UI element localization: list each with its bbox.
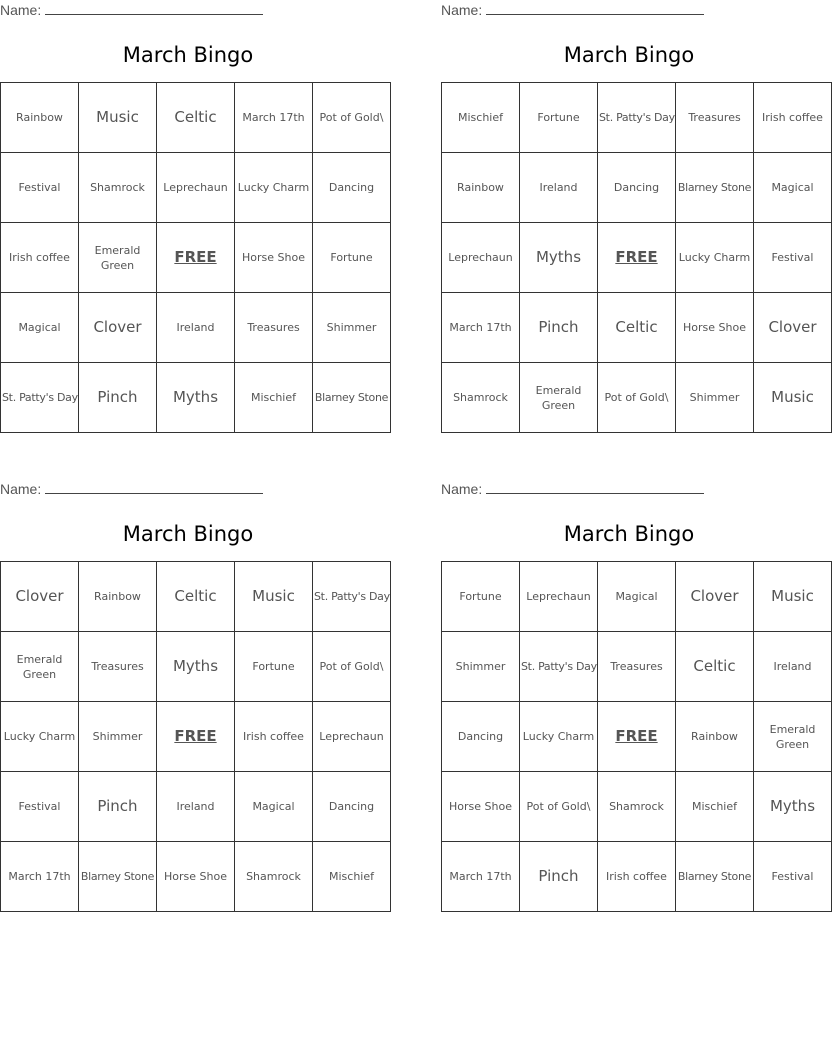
bingo-row bbox=[1, 153, 391, 223]
bingo-cell: Leprechaun bbox=[157, 153, 235, 223]
bingo-cell: Magical bbox=[754, 153, 832, 223]
free-space: FREE bbox=[598, 223, 676, 293]
bingo-cell: Music bbox=[754, 562, 832, 632]
bingo-cell: Lucky Charm bbox=[520, 702, 598, 772]
bingo-grid bbox=[0, 82, 391, 433]
bingo-cell: Blarney Stone bbox=[676, 153, 754, 223]
bingo-cell: Horse Shoe bbox=[442, 772, 520, 842]
name-label: Name: bbox=[441, 2, 483, 18]
bingo-cell: Leprechaun bbox=[520, 562, 598, 632]
bingo-cell: Pot of Gold\ bbox=[313, 83, 391, 153]
free-space: FREE bbox=[157, 223, 235, 293]
bingo-cell: Fortune bbox=[520, 83, 598, 153]
bingo-cell: Festival bbox=[754, 842, 832, 912]
bingo-cell: Pot of Gold\ bbox=[313, 632, 391, 702]
bingo-card-4 bbox=[441, 479, 817, 919]
bingo-cell: Myths bbox=[520, 223, 598, 293]
bingo-cell: Rainbow bbox=[676, 702, 754, 772]
bingo-cell: Fortune bbox=[442, 562, 520, 632]
bingo-cell: St. Patty's Day bbox=[313, 562, 391, 632]
bingo-cell: Celtic bbox=[157, 83, 235, 153]
bingo-cell: Leprechaun bbox=[442, 223, 520, 293]
bingo-cell: Shimmer bbox=[442, 632, 520, 702]
bingo-cell: Treasures bbox=[79, 632, 157, 702]
bingo-cell: Celtic bbox=[157, 562, 235, 632]
name-field[interactable] bbox=[0, 2, 263, 18]
bingo-cell: Emerald Green bbox=[79, 223, 157, 293]
bingo-row bbox=[442, 153, 832, 223]
bingo-cell: Rainbow bbox=[79, 562, 157, 632]
bingo-cell: Shamrock bbox=[235, 842, 313, 912]
bingo-cell: Music bbox=[235, 562, 313, 632]
bingo-row bbox=[1, 293, 391, 363]
bingo-cell: Shamrock bbox=[79, 153, 157, 223]
bingo-cell: Shimmer bbox=[313, 293, 391, 363]
bingo-cell: Irish coffee bbox=[235, 702, 313, 772]
card-title: March Bingo bbox=[122, 43, 254, 67]
bingo-cell: Treasures bbox=[235, 293, 313, 363]
bingo-cell: Ireland bbox=[754, 632, 832, 702]
bingo-cell: Ireland bbox=[157, 772, 235, 842]
bingo-row bbox=[442, 223, 832, 293]
card-title: March Bingo bbox=[122, 522, 254, 546]
bingo-card-1 bbox=[0, 0, 389, 440]
bingo-cell: Shamrock bbox=[442, 363, 520, 433]
bingo-cell: Horse Shoe bbox=[235, 223, 313, 293]
bingo-cell: Blarney Stone bbox=[313, 363, 391, 433]
name-field[interactable] bbox=[441, 481, 704, 497]
bingo-cell: Rainbow bbox=[1, 83, 79, 153]
bingo-cell: Clover bbox=[676, 562, 754, 632]
card-title: March Bingo bbox=[563, 43, 695, 67]
bingo-cell: March 17th bbox=[1, 842, 79, 912]
bingo-row bbox=[1, 632, 391, 702]
bingo-cell: St. Patty's Day bbox=[1, 363, 79, 433]
card-title: March Bingo bbox=[563, 522, 695, 546]
free-space: FREE bbox=[157, 702, 235, 772]
bingo-cell: Pot of Gold\ bbox=[598, 363, 676, 433]
bingo-cell: Magical bbox=[598, 562, 676, 632]
bingo-cell: Mischief bbox=[442, 83, 520, 153]
bingo-row bbox=[442, 842, 832, 912]
bingo-cell: Clover bbox=[754, 293, 832, 363]
bingo-card-2 bbox=[441, 0, 823, 440]
bingo-cell: St. Patty's Day bbox=[520, 632, 598, 702]
bingo-cell: Treasures bbox=[598, 632, 676, 702]
bingo-cell: Magical bbox=[235, 772, 313, 842]
bingo-cell: Shimmer bbox=[676, 363, 754, 433]
bingo-cell: Pinch bbox=[520, 842, 598, 912]
bingo-cell: Fortune bbox=[235, 632, 313, 702]
bingo-cell: Festival bbox=[1, 772, 79, 842]
name-field[interactable] bbox=[0, 481, 263, 497]
bingo-row bbox=[1, 842, 391, 912]
bingo-cell: Music bbox=[754, 363, 832, 433]
bingo-cell: Dancing bbox=[313, 153, 391, 223]
free-space: FREE bbox=[598, 702, 676, 772]
bingo-cell: Irish coffee bbox=[754, 83, 832, 153]
name-label: Name: bbox=[441, 481, 483, 497]
bingo-cell: Pinch bbox=[520, 293, 598, 363]
bingo-grid bbox=[441, 561, 832, 912]
bingo-cell: Myths bbox=[754, 772, 832, 842]
bingo-cell: Irish coffee bbox=[1, 223, 79, 293]
bingo-row bbox=[442, 562, 832, 632]
bingo-row bbox=[1, 702, 391, 772]
bingo-row bbox=[442, 83, 832, 153]
bingo-cell: Treasures bbox=[676, 83, 754, 153]
bingo-cell: Mischief bbox=[676, 772, 754, 842]
bingo-cell: Emerald Green bbox=[520, 363, 598, 433]
bingo-cell: Celtic bbox=[676, 632, 754, 702]
bingo-grid bbox=[441, 82, 832, 433]
bingo-cell: Irish coffee bbox=[598, 842, 676, 912]
bingo-cell: Emerald Green bbox=[754, 702, 832, 772]
bingo-cell: Lucky Charm bbox=[235, 153, 313, 223]
name-blank-line bbox=[45, 2, 263, 15]
bingo-row bbox=[442, 293, 832, 363]
bingo-row bbox=[1, 223, 391, 293]
bingo-cell: Clover bbox=[79, 293, 157, 363]
bingo-cell: March 17th bbox=[442, 293, 520, 363]
name-blank-line bbox=[486, 2, 704, 15]
bingo-row bbox=[442, 702, 832, 772]
bingo-grid bbox=[0, 561, 391, 912]
bingo-cell: Clover bbox=[1, 562, 79, 632]
bingo-cell: Pinch bbox=[79, 772, 157, 842]
bingo-cell: Shimmer bbox=[79, 702, 157, 772]
bingo-cell: St. Patty's Day bbox=[598, 83, 676, 153]
bingo-row bbox=[442, 363, 832, 433]
name-blank-line bbox=[486, 481, 704, 494]
bingo-cell: Music bbox=[79, 83, 157, 153]
bingo-cell: Pot of Gold\ bbox=[520, 772, 598, 842]
bingo-cell: Blarney Stone bbox=[676, 842, 754, 912]
bingo-row bbox=[1, 363, 391, 433]
bingo-cell: Festival bbox=[754, 223, 832, 293]
bingo-row bbox=[442, 632, 832, 702]
bingo-cell: Myths bbox=[157, 632, 235, 702]
bingo-cell: Mischief bbox=[235, 363, 313, 433]
bingo-row bbox=[442, 772, 832, 842]
bingo-cell: Dancing bbox=[598, 153, 676, 223]
bingo-cell: Pinch bbox=[79, 363, 157, 433]
bingo-cell: Lucky Charm bbox=[1, 702, 79, 772]
bingo-cell: Dancing bbox=[442, 702, 520, 772]
bingo-cell: Fortune bbox=[313, 223, 391, 293]
name-label: Name: bbox=[0, 2, 42, 18]
bingo-cell: Horse Shoe bbox=[157, 842, 235, 912]
bingo-cell: Lucky Charm bbox=[676, 223, 754, 293]
bingo-cell: Mischief bbox=[313, 842, 391, 912]
bingo-row bbox=[1, 772, 391, 842]
bingo-cell: Ireland bbox=[520, 153, 598, 223]
bingo-card-3 bbox=[0, 479, 390, 919]
name-field[interactable] bbox=[441, 2, 704, 18]
bingo-cell: March 17th bbox=[442, 842, 520, 912]
bingo-cell: Magical bbox=[1, 293, 79, 363]
bingo-cell: March 17th bbox=[235, 83, 313, 153]
bingo-cell: Blarney Stone bbox=[79, 842, 157, 912]
bingo-cell: Dancing bbox=[313, 772, 391, 842]
bingo-cell: Myths bbox=[157, 363, 235, 433]
bingo-cell: Emerald Green bbox=[1, 632, 79, 702]
bingo-cell: Horse Shoe bbox=[676, 293, 754, 363]
bingo-cell: Festival bbox=[1, 153, 79, 223]
bingo-cell: Leprechaun bbox=[313, 702, 391, 772]
bingo-cell: Ireland bbox=[157, 293, 235, 363]
name-label: Name: bbox=[0, 481, 42, 497]
bingo-row bbox=[1, 83, 391, 153]
bingo-row bbox=[1, 562, 391, 632]
bingo-cell: Rainbow bbox=[442, 153, 520, 223]
name-blank-line bbox=[45, 481, 263, 494]
bingo-cell: Shamrock bbox=[598, 772, 676, 842]
bingo-cell: Celtic bbox=[598, 293, 676, 363]
